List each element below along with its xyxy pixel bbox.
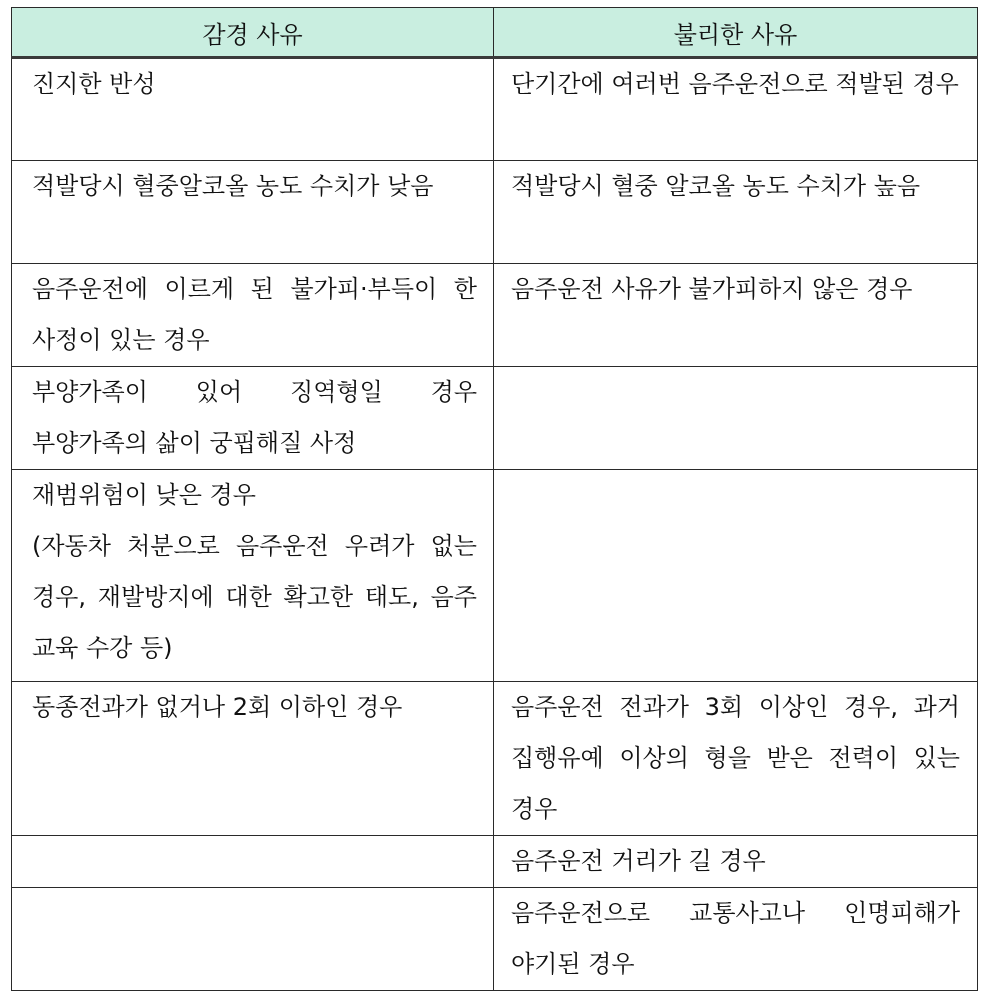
- table-row: [12, 367, 978, 470]
- header-row: [12, 8, 978, 58]
- table-row: [12, 888, 978, 991]
- table-row: [12, 161, 978, 264]
- aggravating-cell: 음주운전 거리가 길 경우: [494, 836, 978, 888]
- aggravating-cell: 음주운전 사유가 불가피하지 않은 경우: [494, 264, 978, 367]
- table-row: [12, 58, 978, 161]
- table-row: [12, 264, 978, 367]
- table-row: [12, 836, 978, 888]
- mitigating-cell: 동종전과가 없거나 2회 이하인 경우: [12, 682, 494, 836]
- aggravating-cell: 음주운전 전과가 3회 이상인 경우, 과거 집행유예 이상의 형을 받은 전력이 있는 경우: [494, 682, 978, 836]
- mitigating-main: 재범위험이 낮은 경우: [32, 481, 256, 509]
- aggravating-cell: [494, 470, 978, 682]
- header-mitigating: 감경 사유: [12, 8, 494, 58]
- mitigating-cell: 부양가족이 있어 징역형일 경우 부양가족의 삶이 궁핍해질 사정: [12, 367, 494, 470]
- sentencing-factors-table: [11, 7, 978, 991]
- mitigating-cell: [12, 888, 494, 991]
- aggravating-cell: 적발당시 혈중 알코올 농도 수치가 높음: [494, 161, 978, 264]
- mitigating-cell: [12, 836, 494, 888]
- table-row: [12, 682, 978, 836]
- mitigating-cell: 음주운전에 이르게 된 불가피·부득이 한 사정이 있는 경우: [12, 264, 494, 367]
- mitigating-cell: 적발당시 혈중알코올 농도 수치가 낮음: [12, 161, 494, 264]
- mitigating-cell: 진지한 반성: [12, 58, 494, 161]
- aggravating-cell: 단기간에 여러번 음주운전으로 적발된 경우: [494, 58, 978, 161]
- header-aggravating: 불리한 사유: [494, 8, 978, 58]
- table-row: [12, 470, 978, 682]
- mitigating-cell: [12, 470, 494, 682]
- aggravating-cell: [494, 367, 978, 470]
- aggravating-cell: 음주운전으로 교통사고나 인명피해가 야기된 경우: [494, 888, 978, 991]
- mitigating-detail: (자동차 처분으로 음주운전 우려가 없는 경우, 재발방지에 대한 확고한 태도, 음주 교육 수강 등): [32, 532, 477, 662]
